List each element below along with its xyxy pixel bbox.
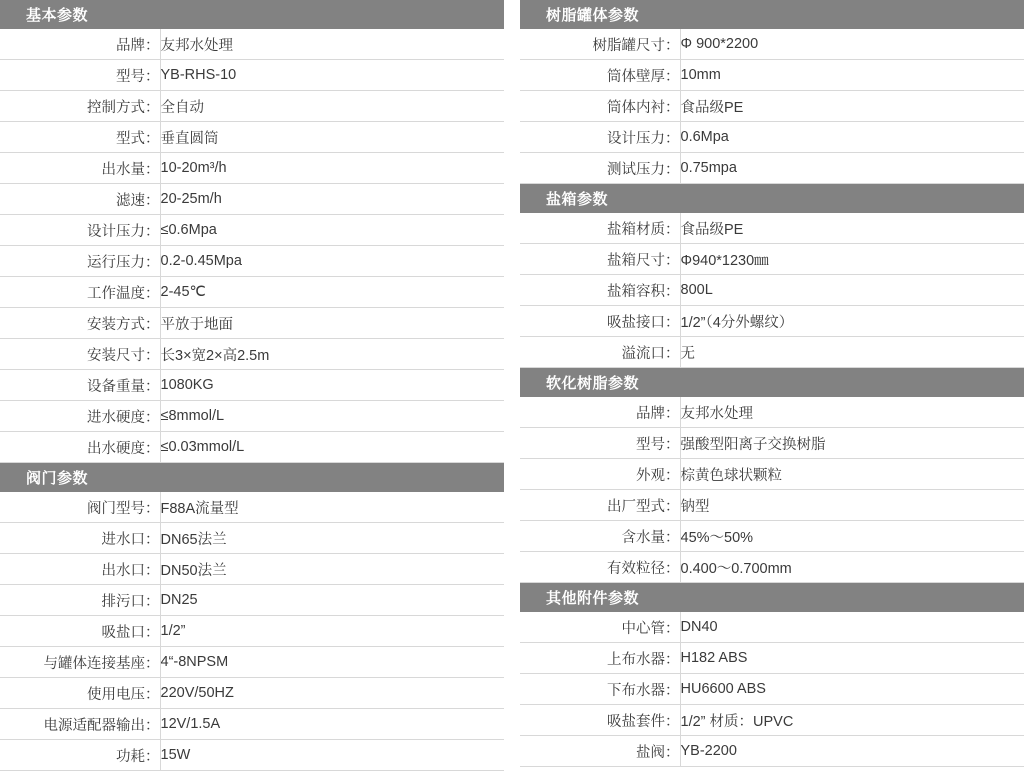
row-key: 排污口： bbox=[0, 585, 160, 616]
table-row bbox=[0, 432, 504, 463]
row-value: 0.6Mpa bbox=[680, 122, 1024, 153]
row-value: 钠型 bbox=[680, 490, 1024, 521]
row-key: 筒体内衬： bbox=[520, 91, 680, 122]
table-row bbox=[0, 29, 504, 60]
row-value: 全自动 bbox=[160, 91, 504, 122]
table-row bbox=[0, 60, 504, 91]
right-spec-table bbox=[520, 0, 1024, 767]
row-key: 品牌： bbox=[520, 397, 680, 428]
row-key: 工作温度： bbox=[0, 277, 160, 308]
row-key: 使用电压： bbox=[0, 678, 160, 709]
table-row bbox=[520, 244, 1024, 275]
table-row bbox=[520, 213, 1024, 244]
row-key: 与罐体连接基座： bbox=[0, 647, 160, 678]
left-column bbox=[0, 0, 512, 765]
table-row bbox=[520, 122, 1024, 153]
table-row bbox=[0, 492, 504, 523]
table-row bbox=[0, 554, 504, 585]
row-key: 进水硬度： bbox=[0, 401, 160, 432]
row-value: 1080KG bbox=[160, 370, 504, 401]
row-key: 吸盐接口： bbox=[520, 306, 680, 337]
row-key: 外观： bbox=[520, 459, 680, 490]
table-row bbox=[520, 674, 1024, 705]
section-header-other-accessories bbox=[520, 583, 1024, 613]
row-value: 800L bbox=[680, 275, 1024, 306]
row-value: 220V/50HZ bbox=[160, 678, 504, 709]
table-row bbox=[0, 370, 504, 401]
row-value: 1/2” 材质：UPVC bbox=[680, 705, 1024, 736]
table-row bbox=[520, 91, 1024, 122]
row-value: 0.75mpa bbox=[680, 153, 1024, 184]
section-header-label: 软化树脂参数 bbox=[520, 368, 1024, 398]
table-row bbox=[0, 246, 504, 277]
table-row bbox=[520, 306, 1024, 337]
row-key: 设备重量： bbox=[0, 370, 160, 401]
row-value: H182 ABS bbox=[680, 643, 1024, 674]
row-key: 测试压力： bbox=[520, 153, 680, 184]
row-value: Φ 900*2200 bbox=[680, 29, 1024, 60]
table-row bbox=[520, 552, 1024, 583]
row-key: 溢流口： bbox=[520, 337, 680, 368]
row-value: 1/2”（4分外螺纹） bbox=[680, 306, 1024, 337]
row-key: 盐箱尺寸： bbox=[520, 244, 680, 275]
section-header-basic bbox=[0, 0, 504, 29]
row-key: 含水量： bbox=[520, 521, 680, 552]
row-value: 2-45℃ bbox=[160, 277, 504, 308]
table-row bbox=[0, 153, 504, 184]
row-key: 运行压力： bbox=[0, 246, 160, 277]
row-value: 无 bbox=[680, 337, 1024, 368]
table-row bbox=[520, 428, 1024, 459]
row-key: 阀门型号： bbox=[0, 492, 160, 523]
row-value: 长3×宽2×高2.5m bbox=[160, 339, 504, 370]
section-header-label: 盐箱参数 bbox=[520, 184, 1024, 214]
row-value: 友邦水处理 bbox=[680, 397, 1024, 428]
row-key: 有效粒径： bbox=[520, 552, 680, 583]
section-header-softening-resin bbox=[520, 368, 1024, 398]
row-value: 平放于地面 bbox=[160, 308, 504, 339]
row-key: 设计压力： bbox=[0, 215, 160, 246]
row-value: 棕黄色球状颗粒 bbox=[680, 459, 1024, 490]
row-value: 强酸型阳离子交换树脂 bbox=[680, 428, 1024, 459]
table-row bbox=[0, 709, 504, 740]
table-row bbox=[520, 612, 1024, 643]
row-value: 0.400～0.700mm bbox=[680, 552, 1024, 583]
row-key: 下布水器： bbox=[520, 674, 680, 705]
table-row bbox=[520, 736, 1024, 767]
row-value: F88A流量型 bbox=[160, 492, 504, 523]
row-value: ≤0.03mmol/L bbox=[160, 432, 504, 463]
row-value: 0.2-0.45Mpa bbox=[160, 246, 504, 277]
row-value: 20-25m/h bbox=[160, 184, 504, 215]
row-key: 吸盐套件： bbox=[520, 705, 680, 736]
table-row bbox=[520, 397, 1024, 428]
row-key: 盐箱材质： bbox=[520, 213, 680, 244]
section-header-label: 树脂罐体参数 bbox=[520, 0, 1024, 29]
table-row bbox=[520, 521, 1024, 552]
table-row bbox=[0, 616, 504, 647]
row-value: ≤0.6Mpa bbox=[160, 215, 504, 246]
table-row bbox=[520, 490, 1024, 521]
row-key: 出水硬度： bbox=[0, 432, 160, 463]
row-key: 品牌： bbox=[0, 29, 160, 60]
section-header-label: 基本参数 bbox=[0, 0, 504, 29]
table-row bbox=[0, 740, 504, 771]
table-row bbox=[520, 337, 1024, 368]
left-spec-table bbox=[0, 0, 504, 771]
table-row bbox=[520, 153, 1024, 184]
table-row bbox=[0, 678, 504, 709]
row-value: 1/2” bbox=[160, 616, 504, 647]
right-column bbox=[512, 0, 1024, 761]
row-key: 电源适配器输出： bbox=[0, 709, 160, 740]
table-row bbox=[520, 643, 1024, 674]
section-header-valve bbox=[0, 463, 504, 493]
table-row bbox=[0, 523, 504, 554]
row-value: 12V/1.5A bbox=[160, 709, 504, 740]
row-key: 上布水器： bbox=[520, 643, 680, 674]
row-value: DN25 bbox=[160, 585, 504, 616]
row-key: 型号： bbox=[520, 428, 680, 459]
row-value: 食品级PE bbox=[680, 91, 1024, 122]
table-row bbox=[520, 60, 1024, 91]
table-row bbox=[0, 91, 504, 122]
row-value: HU6600 ABS bbox=[680, 674, 1024, 705]
row-value: 15W bbox=[160, 740, 504, 771]
table-row bbox=[0, 122, 504, 153]
row-value: YB-2200 bbox=[680, 736, 1024, 767]
row-key: 型号： bbox=[0, 60, 160, 91]
row-key: 盐箱容积： bbox=[520, 275, 680, 306]
row-value: 食品级PE bbox=[680, 213, 1024, 244]
row-value: 45%～50% bbox=[680, 521, 1024, 552]
row-value: 10-20m³/h bbox=[160, 153, 504, 184]
section-header-label: 其他附件参数 bbox=[520, 583, 1024, 613]
row-key: 控制方式： bbox=[0, 91, 160, 122]
row-value: 4“-8NPSM bbox=[160, 647, 504, 678]
row-value: ≤8mmol/L bbox=[160, 401, 504, 432]
row-value: YB-RHS-10 bbox=[160, 60, 504, 91]
table-row bbox=[0, 339, 504, 370]
row-key: 滤速： bbox=[0, 184, 160, 215]
table-row bbox=[520, 29, 1024, 60]
row-key: 筒体壁厚： bbox=[520, 60, 680, 91]
table-row bbox=[0, 308, 504, 339]
row-key: 出水口： bbox=[0, 554, 160, 585]
row-key: 设计压力： bbox=[520, 122, 680, 153]
row-value: Φ940*1230㎜ bbox=[680, 244, 1024, 275]
row-key: 树脂罐尺寸： bbox=[520, 29, 680, 60]
row-value: 垂直圆筒 bbox=[160, 122, 504, 153]
table-row bbox=[0, 277, 504, 308]
row-key: 安装尺寸： bbox=[0, 339, 160, 370]
row-key: 功耗： bbox=[0, 740, 160, 771]
row-value: DN65法兰 bbox=[160, 523, 504, 554]
section-header-resin-tank bbox=[520, 0, 1024, 29]
table-row bbox=[0, 647, 504, 678]
table-row bbox=[520, 275, 1024, 306]
table-row bbox=[520, 705, 1024, 736]
table-row bbox=[0, 401, 504, 432]
table-row bbox=[520, 459, 1024, 490]
row-key: 盐阀： bbox=[520, 736, 680, 767]
table-row bbox=[0, 585, 504, 616]
row-key: 型式： bbox=[0, 122, 160, 153]
section-header-label: 阀门参数 bbox=[0, 463, 504, 493]
row-key: 进水口： bbox=[0, 523, 160, 554]
row-key: 出厂型式： bbox=[520, 490, 680, 521]
row-key: 出水量： bbox=[0, 153, 160, 184]
table-row bbox=[0, 215, 504, 246]
section-header-salt-box bbox=[520, 184, 1024, 214]
row-value: DN50法兰 bbox=[160, 554, 504, 585]
row-value: 友邦水处理 bbox=[160, 29, 504, 60]
row-key: 中心管： bbox=[520, 612, 680, 643]
table-row bbox=[0, 184, 504, 215]
row-value: DN40 bbox=[680, 612, 1024, 643]
row-key: 安装方式： bbox=[0, 308, 160, 339]
row-value: 10mm bbox=[680, 60, 1024, 91]
row-key: 吸盐口： bbox=[0, 616, 160, 647]
